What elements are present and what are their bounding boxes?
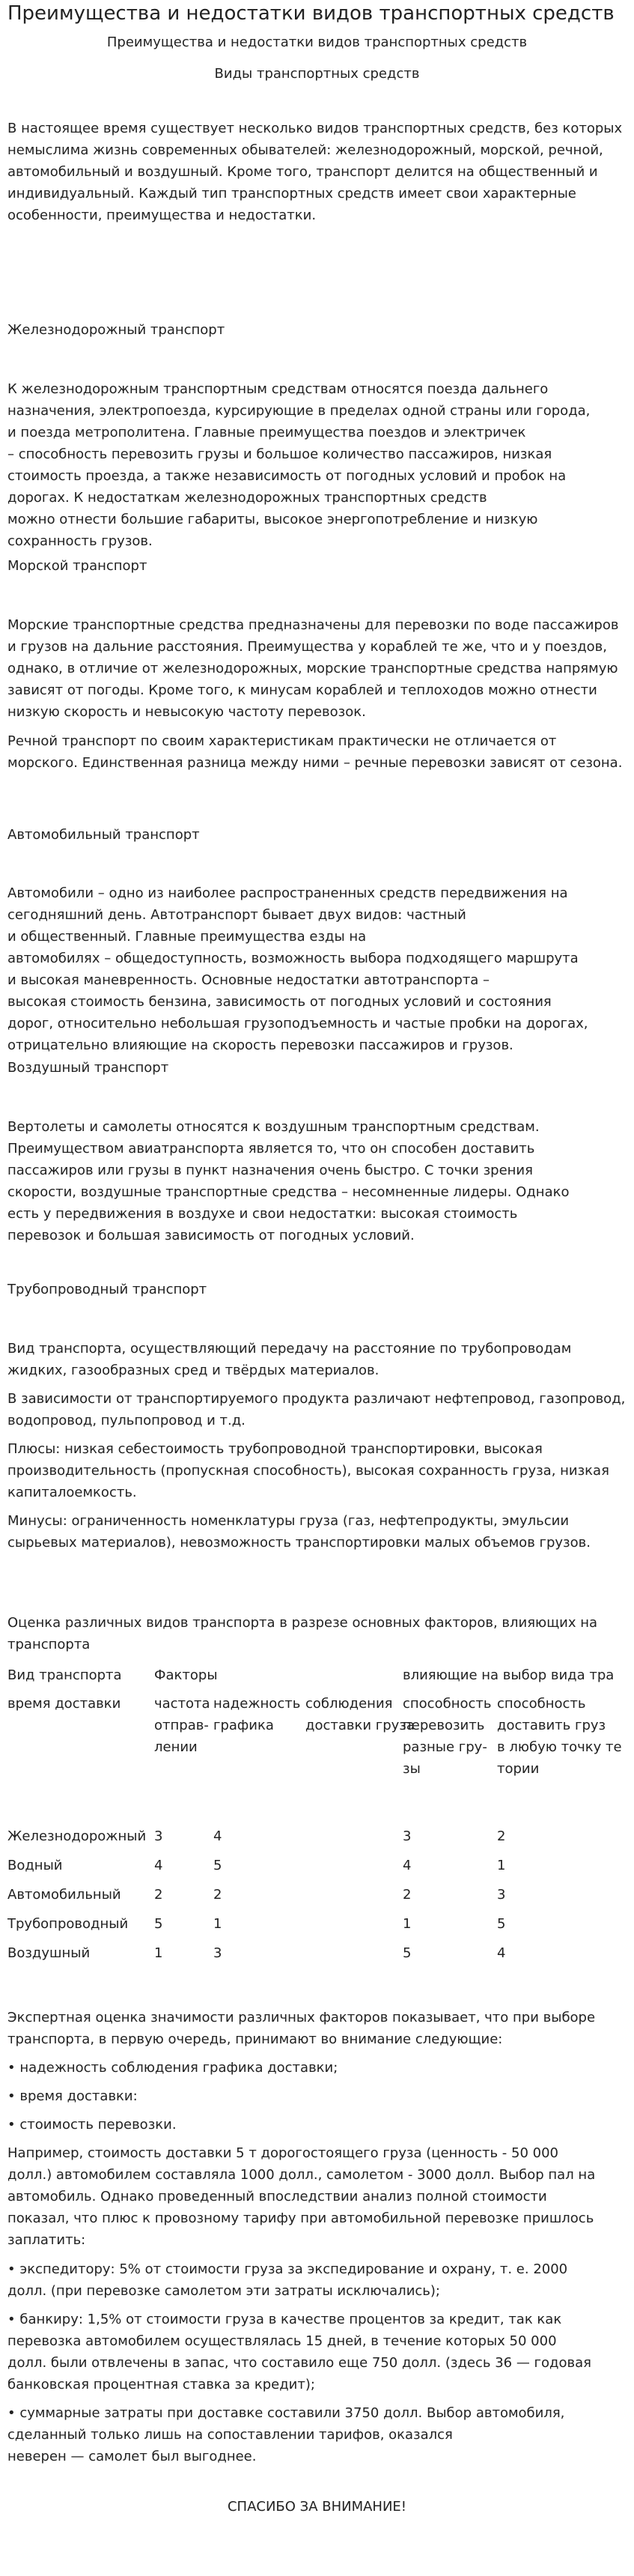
- text-line: способность: [497, 1696, 586, 1712]
- rail-paragraph: [7, 378, 629, 552]
- text-line: дорог, относительно небольшая грузоподъемность и частые пробки на дорогах,: [7, 1016, 588, 1031]
- text-line: и общественный. Главные преимущества езды на: [7, 929, 367, 945]
- text-line: скорости, воздушные транспортные средства – несомненные лидеры. Однако: [7, 1184, 570, 1200]
- text-line: Например, стоимость доставки 5 т дорогостоящего груза (ценность - 50 000: [7, 2145, 559, 2161]
- text-line: • суммарные затраты при доставке составили 3750 долл. Выбор автомобиля,: [7, 2405, 565, 2421]
- cell-value: 1: [403, 1916, 412, 1932]
- auto-heading: Автомобильный транспорт: [7, 827, 200, 843]
- text-line: доставить груз: [497, 1718, 606, 1733]
- table-row: [7, 1855, 634, 1876]
- cell-value: 3: [154, 1828, 163, 1844]
- bullet-forwarder: [7, 2258, 634, 2302]
- text-line: частота: [154, 1696, 210, 1712]
- cell-value: 3: [497, 1887, 506, 1903]
- text-line: К железнодорожным транспортным средствам относятся поезда дальнего: [7, 381, 549, 397]
- text-line: Оценка различных видов транспорта в разрезе основных факторов, влияющих на: [7, 1615, 598, 1631]
- cell-value: 2: [497, 1828, 506, 1844]
- table-row: [7, 1913, 634, 1935]
- text-line: Вертолеты и самолеты относятся к воздушным транспортным средствам.: [7, 1119, 540, 1135]
- text-line: – способность перевозить грузы и большое количество пассажиров, низкая: [7, 446, 552, 462]
- cell-name: Трубопроводный: [7, 1916, 129, 1932]
- text-line: и высокая маневренность. Основные недостатки автотранспорта –: [7, 972, 490, 988]
- text-line: отправ-: [154, 1718, 209, 1733]
- cell-value: 5: [497, 1916, 506, 1932]
- text-line: перевозка автомобилем осуществлялась 15 дней, в течение которых 50 000: [7, 2333, 557, 2349]
- text-line: отрицательно влияющие на скорость перевозки пассажиров и грузов.: [7, 1037, 513, 1053]
- cell-value: 5: [154, 1916, 163, 1932]
- text-line: долл. были отвлечены в запас, что составило еще 750 долл. (здесь 36 — годовая: [7, 2355, 591, 2371]
- column-header-frequency: [154, 1693, 210, 1758]
- text-line: сохранность грузов.: [7, 533, 153, 549]
- cell-value: 5: [213, 1858, 222, 1873]
- text-line: разные гру-: [403, 1739, 487, 1755]
- cell-value: 1: [497, 1858, 506, 1873]
- bullet-delivery-time: • время доставки:: [7, 2088, 138, 2104]
- pipe-heading: Трубопроводный транспорт: [7, 1282, 207, 1297]
- table-header-row: [7, 1664, 634, 1686]
- intro-paragraph: В настоящее время существует несколько видов транспортных средств, без которых немыслима жизнь современных обывателей: железнодорожный, морской, речной, автомобильный и воздушный. Кроме того, транспорт делится на общественный и индивидуальный. Каждый тип транспортных средств имеет свои характерные особенности, преимущества и недостатки.: [7, 121, 623, 223]
- text-line: надежность: [213, 1696, 301, 1712]
- text-line: неверен — самолет был выгоднее.: [7, 2449, 257, 2464]
- column-header-compliance: [305, 1693, 415, 1736]
- text-line: Преимуществом авиатранспорта является то, что он способен доставить: [7, 1141, 535, 1157]
- cell-value: 1: [213, 1916, 222, 1932]
- text-line: пассажиров или грузы в пункт назначения очень быстро. С точки зрения: [7, 1163, 533, 1178]
- text-line: автомобилях – общедоступность, возможность выбора подходящего маршрута: [7, 951, 579, 966]
- cell-value: 2: [154, 1887, 163, 1903]
- example-paragraph: [7, 2142, 634, 2251]
- expert-intro: [7, 2007, 634, 2050]
- air-paragraph: [7, 1116, 629, 1246]
- text-line: тории: [497, 1761, 540, 1777]
- text-line: графика: [213, 1718, 274, 1733]
- cell-name: Автомобильный: [7, 1887, 121, 1903]
- text-line: назначения, электропоезда, курсирующие в пределах одной страны или города,: [7, 403, 591, 419]
- bullet-cost: • стоимость перевозки.: [7, 2117, 177, 2133]
- table-row: [7, 1884, 634, 1906]
- text-line: и поезда метрополитена. Главные преимущества поездов и электричек: [7, 425, 526, 440]
- text-line: заплатить:: [7, 2232, 86, 2248]
- column-header-reliability: [213, 1693, 300, 1736]
- text-line: можно отнести большие габариты, высокое энергопотребление и низкую: [7, 512, 538, 527]
- text-line: высокая стоимость бензина, зависимость от погодных условий и состояния: [7, 994, 552, 1010]
- section-title: Виды транспортных средств: [214, 66, 420, 82]
- bullet-reliability: • надежность соблюдения графика доставки;: [7, 2060, 338, 2076]
- bullet-banker: [7, 2309, 634, 2395]
- column-header-ability: [403, 1693, 491, 1780]
- text-line: в любую точку те: [497, 1739, 622, 1755]
- auto-paragraph: [7, 882, 629, 1056]
- table-subheader-row: [7, 1693, 634, 1813]
- text-line: способность: [403, 1696, 492, 1712]
- text-line: лении: [154, 1739, 198, 1755]
- cell-value: 4: [213, 1828, 222, 1844]
- page-title: Преимущества и недостатки видов транспортных средств: [7, 2, 615, 25]
- text-line: сегодняшний день. Автотранспорт бывает двух видов: частный: [7, 907, 466, 923]
- column-header-delivery: [497, 1693, 622, 1780]
- text-line: долл.) автомобилем составляла 1000 долл., самолетом - 3000 долл. Выбор пал на: [7, 2167, 596, 2183]
- text-line: Экспертная оценка значимости различных факторов показывает, что при выборе: [7, 2010, 596, 2025]
- pipe-paragraph-2: В зависимости от транспортируемого продукта различают нефтепровод, газопровод, водопровод, пульпопровод и т.д.: [7, 1391, 626, 1428]
- table-row: [7, 1825, 634, 1847]
- cell-value: 4: [497, 1945, 506, 1961]
- text-line: транспорта: [7, 1637, 91, 1652]
- text-line: банковская процентная ставка за кредит);: [7, 2377, 315, 2392]
- cell-value: 3: [213, 1945, 222, 1961]
- cell-value: 5: [403, 1945, 412, 1961]
- air-heading: Воздушный транспорт: [7, 1060, 169, 1076]
- cell-value: 4: [403, 1858, 412, 1873]
- text-line: автомобиль. Однако проведенный впоследствии анализ полной стоимости: [7, 2189, 547, 2204]
- text-line: • банкиру: 1,5% от стоимости груза в качестве процентов за кредит, так как: [7, 2312, 562, 2327]
- sea-heading: Морской транспорт: [7, 558, 147, 574]
- pipe-cons: Минусы: ограниченность номенклатуры груза (газ, нефтепродукты, эмульсии сырьевых материалов), невозможность транспортировки малых объемов грузов.: [7, 1513, 591, 1551]
- thanks-text: СПАСИБО ЗА ВНИМАНИЕ!: [227, 2499, 407, 2515]
- text-line: доставки груза: [305, 1718, 415, 1733]
- column-header-type: Вид транспорта: [7, 1667, 122, 1683]
- pipe-pros: Плюсы: низкая себестоимость трубопроводной транспортировки, высокая производительность (пропускная способность), высокая сохранность груза, низкая капиталоемкость.: [7, 1441, 609, 1500]
- cell-value: 2: [213, 1887, 222, 1903]
- river-paragraph: Речной транспорт по своим характеристикам практически не отличается от морского. Единственная разница между ними – речные перевозки зависят от сезона.: [7, 733, 623, 771]
- cell-name: Воздушный: [7, 1945, 91, 1961]
- text-line: долл. (при перевозке самолетом эти затраты исключались);: [7, 2283, 440, 2299]
- cell-value: 2: [403, 1887, 412, 1903]
- text-line: сделанный только лишь на сопоставлении тарифов, оказался: [7, 2427, 453, 2443]
- text-line: перевозок и большая зависимость от погодных условий.: [7, 1228, 415, 1243]
- column-header-time: время доставки: [7, 1696, 121, 1712]
- text-line: зы: [403, 1761, 421, 1777]
- column-header-factors: Факторы: [154, 1667, 218, 1683]
- text-line: • экспедитору: 5% от стоимости груза за экспедирование и охрану, т. е. 2000: [7, 2261, 568, 2277]
- subtitle: Преимущества и недостатки видов транспортных средств: [106, 34, 528, 50]
- text-line: соблюдения: [305, 1696, 393, 1712]
- sea-paragraph: Морские транспортные средства предназначены для перевозки по воде пассажиров и грузов на дальние расстояния. Преимущества у кораблей те же, что и у поездов, однако, в отличие от железнодорожных, морские транспортные средства напрямую зависят от погоды. Кроме того, к минусам кораблей и теплоходов можно отнести низкую скорость и невысокую частоту перевозок.: [7, 617, 619, 720]
- rail-heading: Железнодорожный транспорт: [7, 322, 225, 338]
- evaluation-heading: [7, 1612, 634, 1655]
- text-line: дорогах. К недостаткам железнодорожных транспортных средств: [7, 490, 487, 506]
- cell-value: 1: [154, 1945, 163, 1961]
- pipe-paragraph-1: Вид транспорта, осуществляющий передачу на расстояние по трубопроводам жидких, газообразных сред и твёрдых материалов.: [7, 1341, 572, 1378]
- text-line: транспорта, в первую очередь, принимают во внимание следующие:: [7, 2031, 503, 2047]
- cell-value: 3: [403, 1828, 412, 1844]
- column-header-influence: влияющие на выбор вида тра: [403, 1667, 615, 1683]
- text-line: стоимость проезда, а также независимость от погодных условий и пробок на: [7, 468, 567, 484]
- text-line: Автомобили – одно из наиболее распространенных средств передвижения на: [7, 885, 568, 901]
- bullet-summary: [7, 2402, 634, 2467]
- cell-value: 4: [154, 1858, 163, 1873]
- cell-name: Водный: [7, 1858, 63, 1873]
- cell-name: Железнодорожный: [7, 1828, 147, 1844]
- table-row: [7, 1942, 634, 1964]
- text-line: показал, что плюс к провозному тарифу при автомобильной перевозке пришлось: [7, 2210, 594, 2226]
- text-line: перевозить: [403, 1718, 485, 1733]
- text-line: есть у передвижения в воздухе и свои недостатки: высокая стоимость: [7, 1206, 518, 1222]
